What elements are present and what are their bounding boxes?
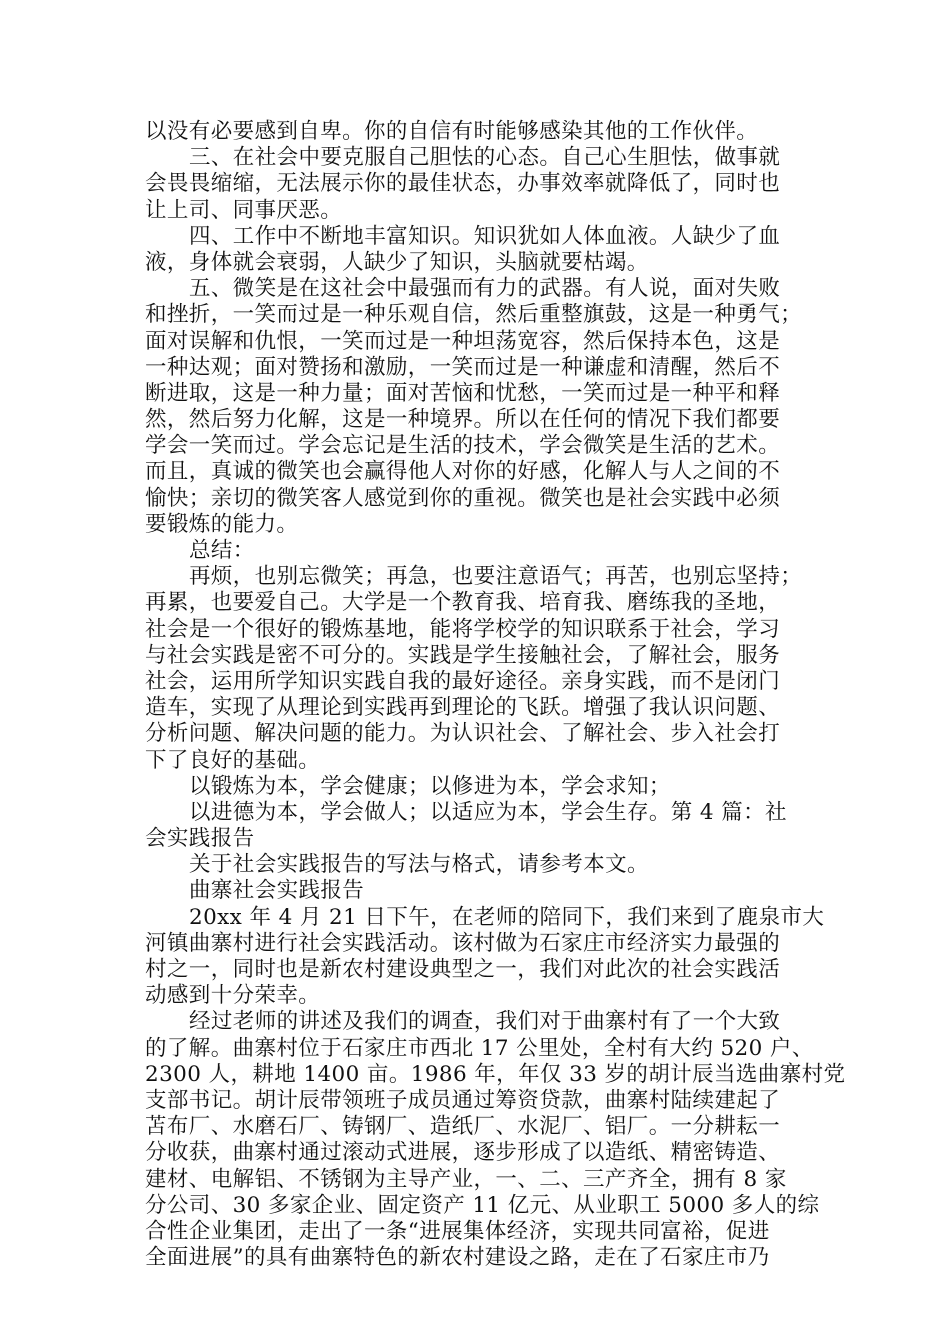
text-line: 面对误解和仇恨，一笑而过是一种坦荡宽容，然后保持本色，这是 bbox=[145, 328, 781, 354]
text-line: 关于社会实践报告的写法与格式，请参考本文。 bbox=[189, 852, 649, 878]
text-line: 而且，真诚的微笑也会赢得他人对你的好感，化解人与人之间的不 bbox=[145, 459, 781, 485]
text-line: 和挫折，一笑而过是一种乐观自信，然后重整旗鼓，这是一种勇气； bbox=[145, 302, 803, 328]
text-line: 断进取，这是一种力量；面对苦恼和忧愁，一笑而过是一种平和释 bbox=[145, 380, 781, 406]
text-line: 总结： bbox=[189, 538, 255, 563]
text-line: 分析问题、解决问题的能力。为认识社会、了解社会、步入社会打 bbox=[145, 721, 781, 747]
text-line: 再烦，也别忘微笑；再急，也要注意语气；再苦，也别忘坚持； bbox=[189, 564, 803, 590]
text-line: 经过老师的讲述及我们的调查，我们对于曲寨村有了一个大致 bbox=[189, 1009, 781, 1035]
text-line: 全面进展”的具有曲寨特色的新农村建设之路，走在了石家庄市乃 bbox=[145, 1245, 770, 1271]
text-line: 会畏畏缩缩，无法展示你的最佳状态，办事效率就降低了，同时也 bbox=[145, 171, 781, 197]
text-line: 分公司、30 多家企业、固定资产 11 亿元、从业职工 5000 多人的综 bbox=[145, 1192, 820, 1218]
text-line: 然，然后努力化解，这是一种境界。所以在任何的情况下我们都要 bbox=[145, 407, 781, 433]
text-line: 愉快；亲切的微笑客人感觉到你的重视。微笑也是社会实践中必须 bbox=[145, 485, 781, 511]
text-line: 会实践报告 bbox=[145, 826, 255, 852]
text-line: 苫布厂、水磨石厂、铸钢厂、造纸厂、水泥厂、铝厂。一分耕耘一 bbox=[145, 1114, 781, 1140]
text-line: 以进德为本，学会做人；以适应为本，学会生存。第 4 篇：社 bbox=[189, 799, 787, 825]
text-line: 五、微笑是在这社会中最强而有力的武器。有人说，面对失败 bbox=[189, 276, 781, 302]
text-line: 曲寨社会实践报告 bbox=[189, 878, 365, 904]
text-line: 河镇曲寨村进行社会实践活动。该村做为石家庄市经济实力最强的 bbox=[145, 930, 781, 956]
text-line: 合性企业集团，走出了一条“进展集体经济，实现共同富裕，促进 bbox=[145, 1218, 770, 1244]
text-line: 要锻炼的能力。 bbox=[145, 511, 299, 537]
text-line: 一种达观；面对赞扬和激励，一笑而过是一种谦虚和清醒，然后不 bbox=[145, 354, 781, 380]
text-line: 与社会实践是密不可分的。实践是学生接触社会，了解社会，服务 bbox=[145, 642, 781, 668]
text-line: 支部书记。胡计辰带领班子成员通过筹资贷款，曲寨村陆续建起了 bbox=[145, 1087, 781, 1113]
text-line: 以没有必要感到自卑。你的自信有时能够感染其他的工作伙伴。 bbox=[145, 119, 759, 144]
text-line: 分收获，曲寨村通过滚动式进展，逐步形成了以造纸、精密铸造、 bbox=[145, 1140, 781, 1166]
text-line: 村之一，同时也是新农村建设典型之一，我们对此次的社会实践活 bbox=[145, 957, 781, 982]
text-line: 造车，实现了从理论到实践再到理论的飞跃。增强了我认识问题、 bbox=[145, 695, 781, 721]
text-line: 三、在社会中要克服自己胆怯的心态。自己心生胆怯，做事就 bbox=[189, 145, 781, 171]
text-line: 社会，运用所学知识实践自我的最好途径。亲身实践，而不是闭门 bbox=[145, 668, 781, 694]
text-line: 的了解。曲寨村位于石家庄市西北 17 公里处，全村有大约 520 户、 bbox=[145, 1035, 814, 1061]
text-line: 建材、电解铝、不锈钢为主导产业，一、二、三产齐全，拥有 8 家 bbox=[145, 1166, 787, 1192]
text-line: 液，身体就会衰弱，人缺少了知识，头脑就要枯竭。 bbox=[145, 249, 649, 275]
text-line: 四、工作中不断地丰富知识。知识犹如人体血液。人缺少了血 bbox=[189, 223, 781, 249]
text-line: 让上司、同事厌恶。 bbox=[145, 197, 343, 223]
text-line: 2300 人，耕地 1400 亩。1986 年，年仅 33 岁的胡计辰当选曲寨村党 bbox=[145, 1061, 846, 1087]
document-body bbox=[145, 119, 846, 1271]
text-line: 20xx 年 4 月 21 日下午，在老师的陪同下，我们来到了鹿泉市大 bbox=[189, 904, 825, 930]
text-line: 以锻炼为本，学会健康；以修进为本，学会求知； bbox=[189, 773, 671, 799]
text-line: 再累，也要爱自己。大学是一个教育我、培育我、磨练我的圣地， bbox=[145, 590, 781, 616]
text-line: 动感到十分荣幸。 bbox=[145, 983, 321, 1009]
text-line: 社会是一个很好的锻炼基地，能将学校学的知识联系于社会，学习 bbox=[145, 616, 781, 642]
text-line: 下了良好的基础。 bbox=[145, 747, 321, 773]
text-line: 学会一笑而过。学会忘记是生活的技术，学会微笑是生活的艺术。 bbox=[145, 433, 781, 459]
